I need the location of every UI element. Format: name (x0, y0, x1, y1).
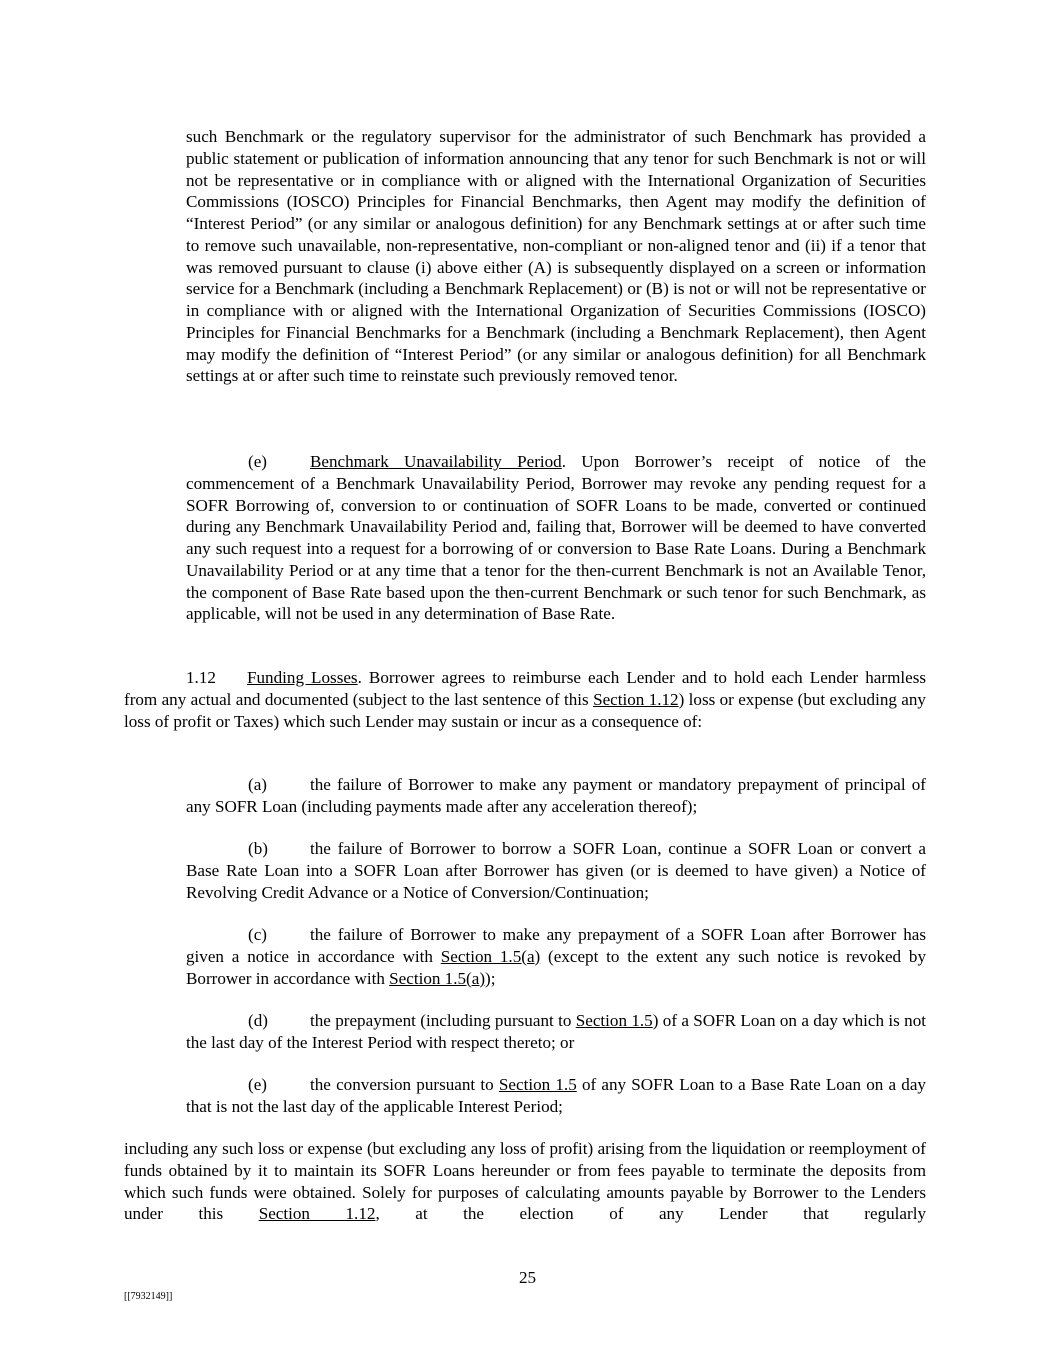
section-reference: Section 1.5(a) (389, 968, 486, 988)
item-number: (d) (248, 1011, 268, 1030)
item-number: (a) (248, 775, 267, 794)
item-b (186, 838, 926, 903)
section-reference: Section 1.12 (258, 1204, 376, 1224)
item-text: the conversion pursuant to (310, 1075, 499, 1094)
section-reference: Section 1.12 (593, 689, 679, 709)
item-text: ); (485, 968, 496, 988)
closing-paragraph (124, 1138, 926, 1225)
item-number: (c) (248, 925, 267, 944)
item-text: ) of a SOFR Loan on a day which is not the last day of the Interest Period with respect thereto; or (186, 1011, 926, 1052)
item-text: the failure of Borrower to make any payment or mandatory prepayment of principal of any SOFR Loan (including payments made after any acceleration thereof); (186, 775, 926, 816)
item-text: (except to the extent any such notice is revoked by Borrower in accordance with (186, 946, 926, 988)
item-e (186, 1074, 926, 1118)
paragraph-text: . Borrower agrees to reimburse each Lender and to hold each Lender harmless from any actual and documented (subject to the last sentence of this (124, 668, 927, 709)
item-c (186, 924, 926, 989)
clause-number: (e) (248, 452, 267, 471)
item-text: the failure of Borrower to make any prepayment of a SOFR Loan after Borrower has given a notice in accordance with (186, 925, 926, 966)
item-number: (e) (248, 1075, 267, 1094)
clause-heading: Benchmark Unavailability Period (310, 452, 562, 471)
item-number: (b) (248, 839, 268, 858)
item-text: of any SOFR Loan to a Base Rate Loan on a day that is not the last day of the applicable Interest Period; (186, 1075, 926, 1116)
section-number: 1.12 (186, 668, 216, 687)
paragraph-text: ) loss or expense (but excluding any loss of profit or Taxes) which such Lender may sustain or incur as a consequence of: (124, 689, 926, 731)
item-text: the failure of Borrower to borrow a SOFR Loan, continue a SOFR Loan or convert a Base Rate Loan into a SOFR Loan after Borrower has given (or is deemed to have given) a Notice of Revolving Credit Advance or a Notice of Conversion/Continuation; (186, 839, 926, 902)
paragraph-interest-period-continuation (186, 126, 926, 387)
item-text: the prepayment (including pursuant to (310, 1011, 576, 1030)
item-d (186, 1010, 926, 1054)
section-reference: Section 1.5 (575, 1011, 653, 1030)
section-heading: Funding Losses (247, 668, 358, 687)
paragraph-text: such Benchmark or the regulatory supervisor for the administrator of such Benchmark has provided a public statement or publication of information announcing that any tenor for such Benchmark is not or will not be representative or in compliance with or aligned with the International Organization of Securities Commissions (IOSCO) Principles for Financial Benchmarks, then Agent may modify the definition of “Interest Period” (or any similar or analogous definition) for any Benchmark settings at or after such time to remove such unavailable, non-representative, non-compliant or non-aligned tenor and (ii) if a tenor that was removed pursuant to clause (i) above either (A) is subsequently displayed on a screen or information service for a Benchmark (including a Benchmark Replacement) or (B) is not or will not be representative or in compliance with or aligned with the International Organization of Securities Commissions (IOSCO) Principles for Financial Benchmarks for a Benchmark (including a Benchmark Replacement), then Agent may modify the definition of “Interest Period” (or any similar or analogous definition) for all Benchmark settings at or after such time to reinstate such previously removed tenor. (186, 127, 926, 386)
paragraph-benchmark-unavailability (186, 451, 926, 625)
paragraph-text: including any such loss or expense (but excluding any loss of profit) arising from the liquidation or reemployment of funds obtained by it to maintain its SOFR Loans hereunder or from fees payable to terminate the deposits from which such funds were obtained. Solely for purposes of calculating amounts payable by Borrower to the Lenders under this (124, 1139, 926, 1224)
section-reference: Section 1.5 (498, 1075, 577, 1094)
item-a (186, 774, 926, 818)
document-id: [[7932149]] (124, 1291, 173, 1302)
paragraph-text: , at the election of any Lender that regularly (375, 1204, 926, 1224)
paragraph-text: . Upon Borrower’s receipt of notice of the commencement of a Benchmark Unavailability Period, Borrower may revoke any pending request for a SOFR Borrowing of, conversion to or continuation of SOFR Loans to be made, converted or continued during any Benchmark Unavailability Period and, failing that, Borrower will be deemed to have converted any such request into a request for a borrowing of or conversion to Base Rate Loans. During a Benchmark Unavailability Period or at any time that a tenor for the then-current Benchmark is not an Available Tenor, the component of Base Rate based upon the then-current Benchmark or such tenor for such Benchmark, as applicable, will not be used in any determination of Base Rate. (186, 452, 926, 624)
section-reference: Section 1.5(a) (440, 946, 541, 966)
page-number: 25 (518, 1268, 537, 1287)
section-funding-losses (124, 667, 926, 732)
